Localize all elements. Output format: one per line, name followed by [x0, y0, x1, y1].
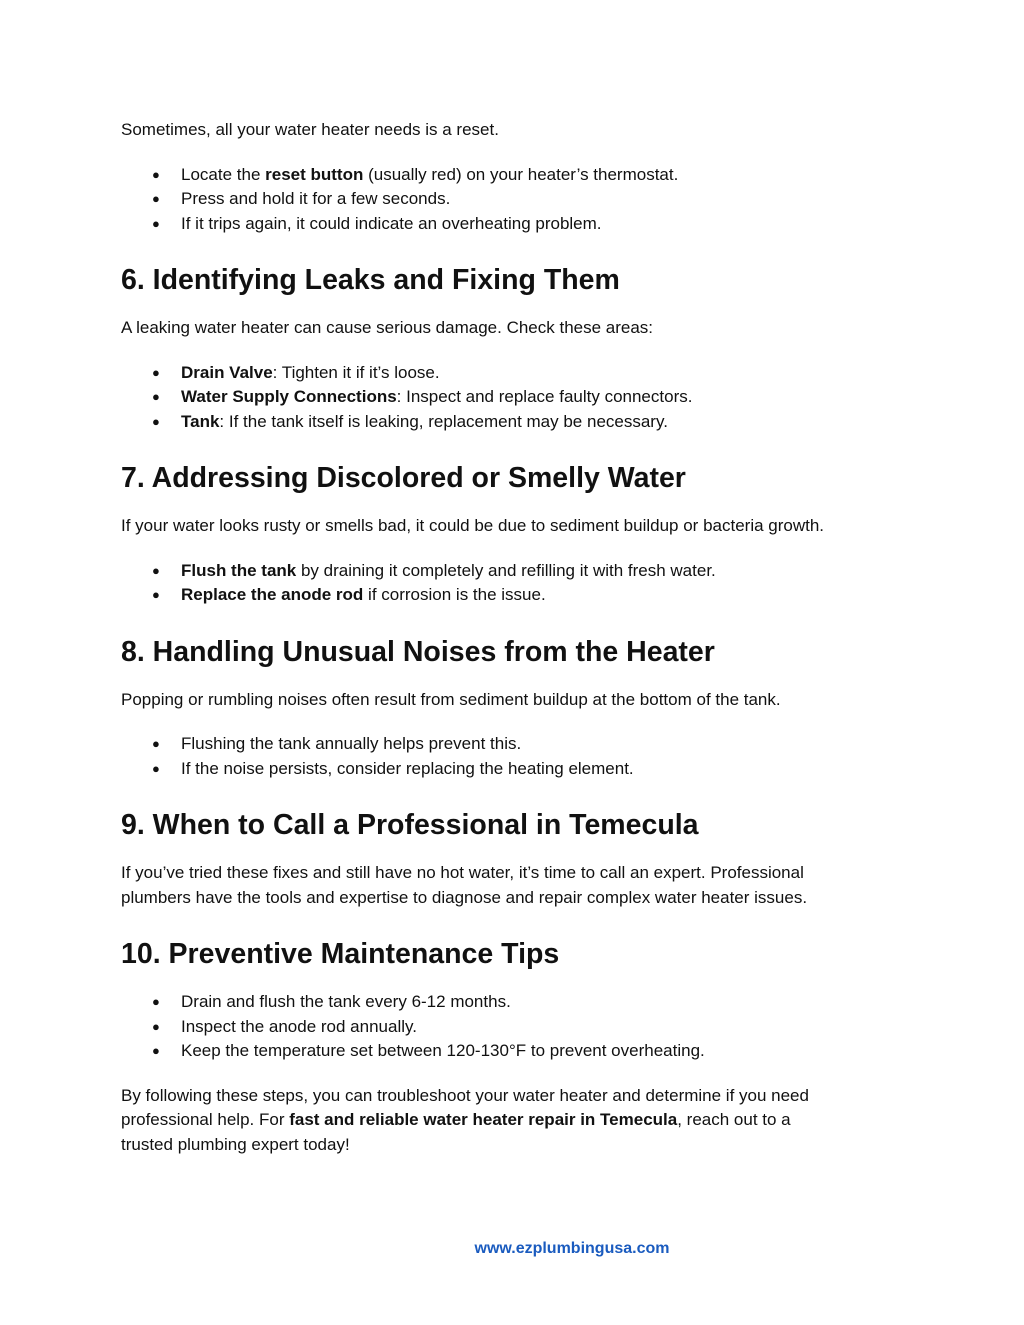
closing-paragraph: By following these steps, you can troubleshoot your water heater and determine if you need professional help. For fast and reliable water heater repair in Temecula, reach out to a trusted plumbing expert today!	[121, 1085, 809, 1154]
bullet-icon: ●	[152, 413, 160, 429]
website-link[interactable]: www.ezplumbingusa.com	[474, 1240, 670, 1257]
intro-paragraph: Sometimes, all your water heater needs is a reset.	[121, 120, 499, 139]
bullet-icon: ●	[152, 215, 160, 231]
section-7-paragraph: If your water looks rusty or smells bad, it could be due to sediment buildup or bacteria growth.	[121, 516, 825, 535]
section-heading-6: 6. Identifying Leaks and Fixing Them	[121, 264, 620, 296]
leak-areas-list	[121, 361, 901, 435]
bullet-icon: ●	[152, 1018, 160, 1034]
bullet-icon: ●	[152, 1043, 160, 1058]
section-heading-8: 8. Handling Unusual Noises from the Heater	[121, 635, 715, 668]
list-item: ● Drain and flush the tank every 6-12 months.	[121, 990, 901, 1015]
water-quality-list	[121, 559, 901, 608]
section-8-paragraph: Popping or rumbling noises often result from sediment buildup at the bottom of the tank.	[121, 689, 781, 709]
list-item: ● Flushing the tank annually helps prevent this.	[121, 732, 901, 757]
section-heading-10: 10. Preventive Maintenance Tips	[121, 938, 560, 970]
bullet-icon: ●	[152, 760, 160, 776]
list-item: ● Keep the temperature set between 120-130°F to prevent overheating.	[121, 1039, 901, 1064]
bullet-icon: ●	[152, 389, 160, 404]
list-item: ● Inspect the anode rod annually.	[121, 1015, 901, 1040]
bullet-icon: ●	[152, 736, 160, 751]
reset-steps-list	[121, 163, 901, 237]
section-6-paragraph: A leaking water heater can cause serious damage. Check these areas:	[121, 318, 654, 337]
bullet-icon: ●	[152, 364, 160, 380]
list-item: ● Flush the tank by draining it completely and refilling it with fresh water.	[121, 559, 901, 584]
maintenance-tips-list	[121, 990, 901, 1064]
bullet-icon: ●	[152, 191, 160, 206]
list-item: ● Replace the anode rod if corrosion is the issue.	[121, 583, 901, 608]
section-heading-7: 7. Addressing Discolored or Smelly Water	[121, 462, 686, 494]
document-body	[121, 118, 901, 1157]
section-heading-9: 9. When to Call a Professional in Temecula	[121, 809, 699, 841]
bullet-icon: ●	[152, 562, 160, 578]
list-item: ● Locate the reset button (usually red) on your heater’s thermostat.	[121, 163, 901, 188]
noise-tips-list	[121, 732, 901, 781]
bullet-icon: ●	[152, 587, 160, 602]
section-9-paragraph: If you’ve tried these fixes and still have no hot water, it’s time to call an expert. Professional plumbers have the tools and expertise to diagnose and repair complex water heater issues.	[121, 863, 808, 907]
list-item: ● Press and hold it for a few seconds.	[121, 187, 901, 212]
list-item: ● If it trips again, it could indicate an overheating problem.	[121, 212, 901, 237]
bullet-icon: ●	[152, 166, 160, 182]
list-item: ● Water Supply Connections: Inspect and replace faulty connectors.	[121, 385, 901, 410]
list-item: ● Drain Valve: Tighten it if it’s loose.	[121, 361, 901, 386]
list-item: ● If the noise persists, consider replacing the heating element.	[121, 757, 901, 782]
bullet-icon: ●	[152, 994, 160, 1009]
list-item: ● Tank: If the tank itself is leaking, replacement may be necessary.	[121, 410, 901, 435]
